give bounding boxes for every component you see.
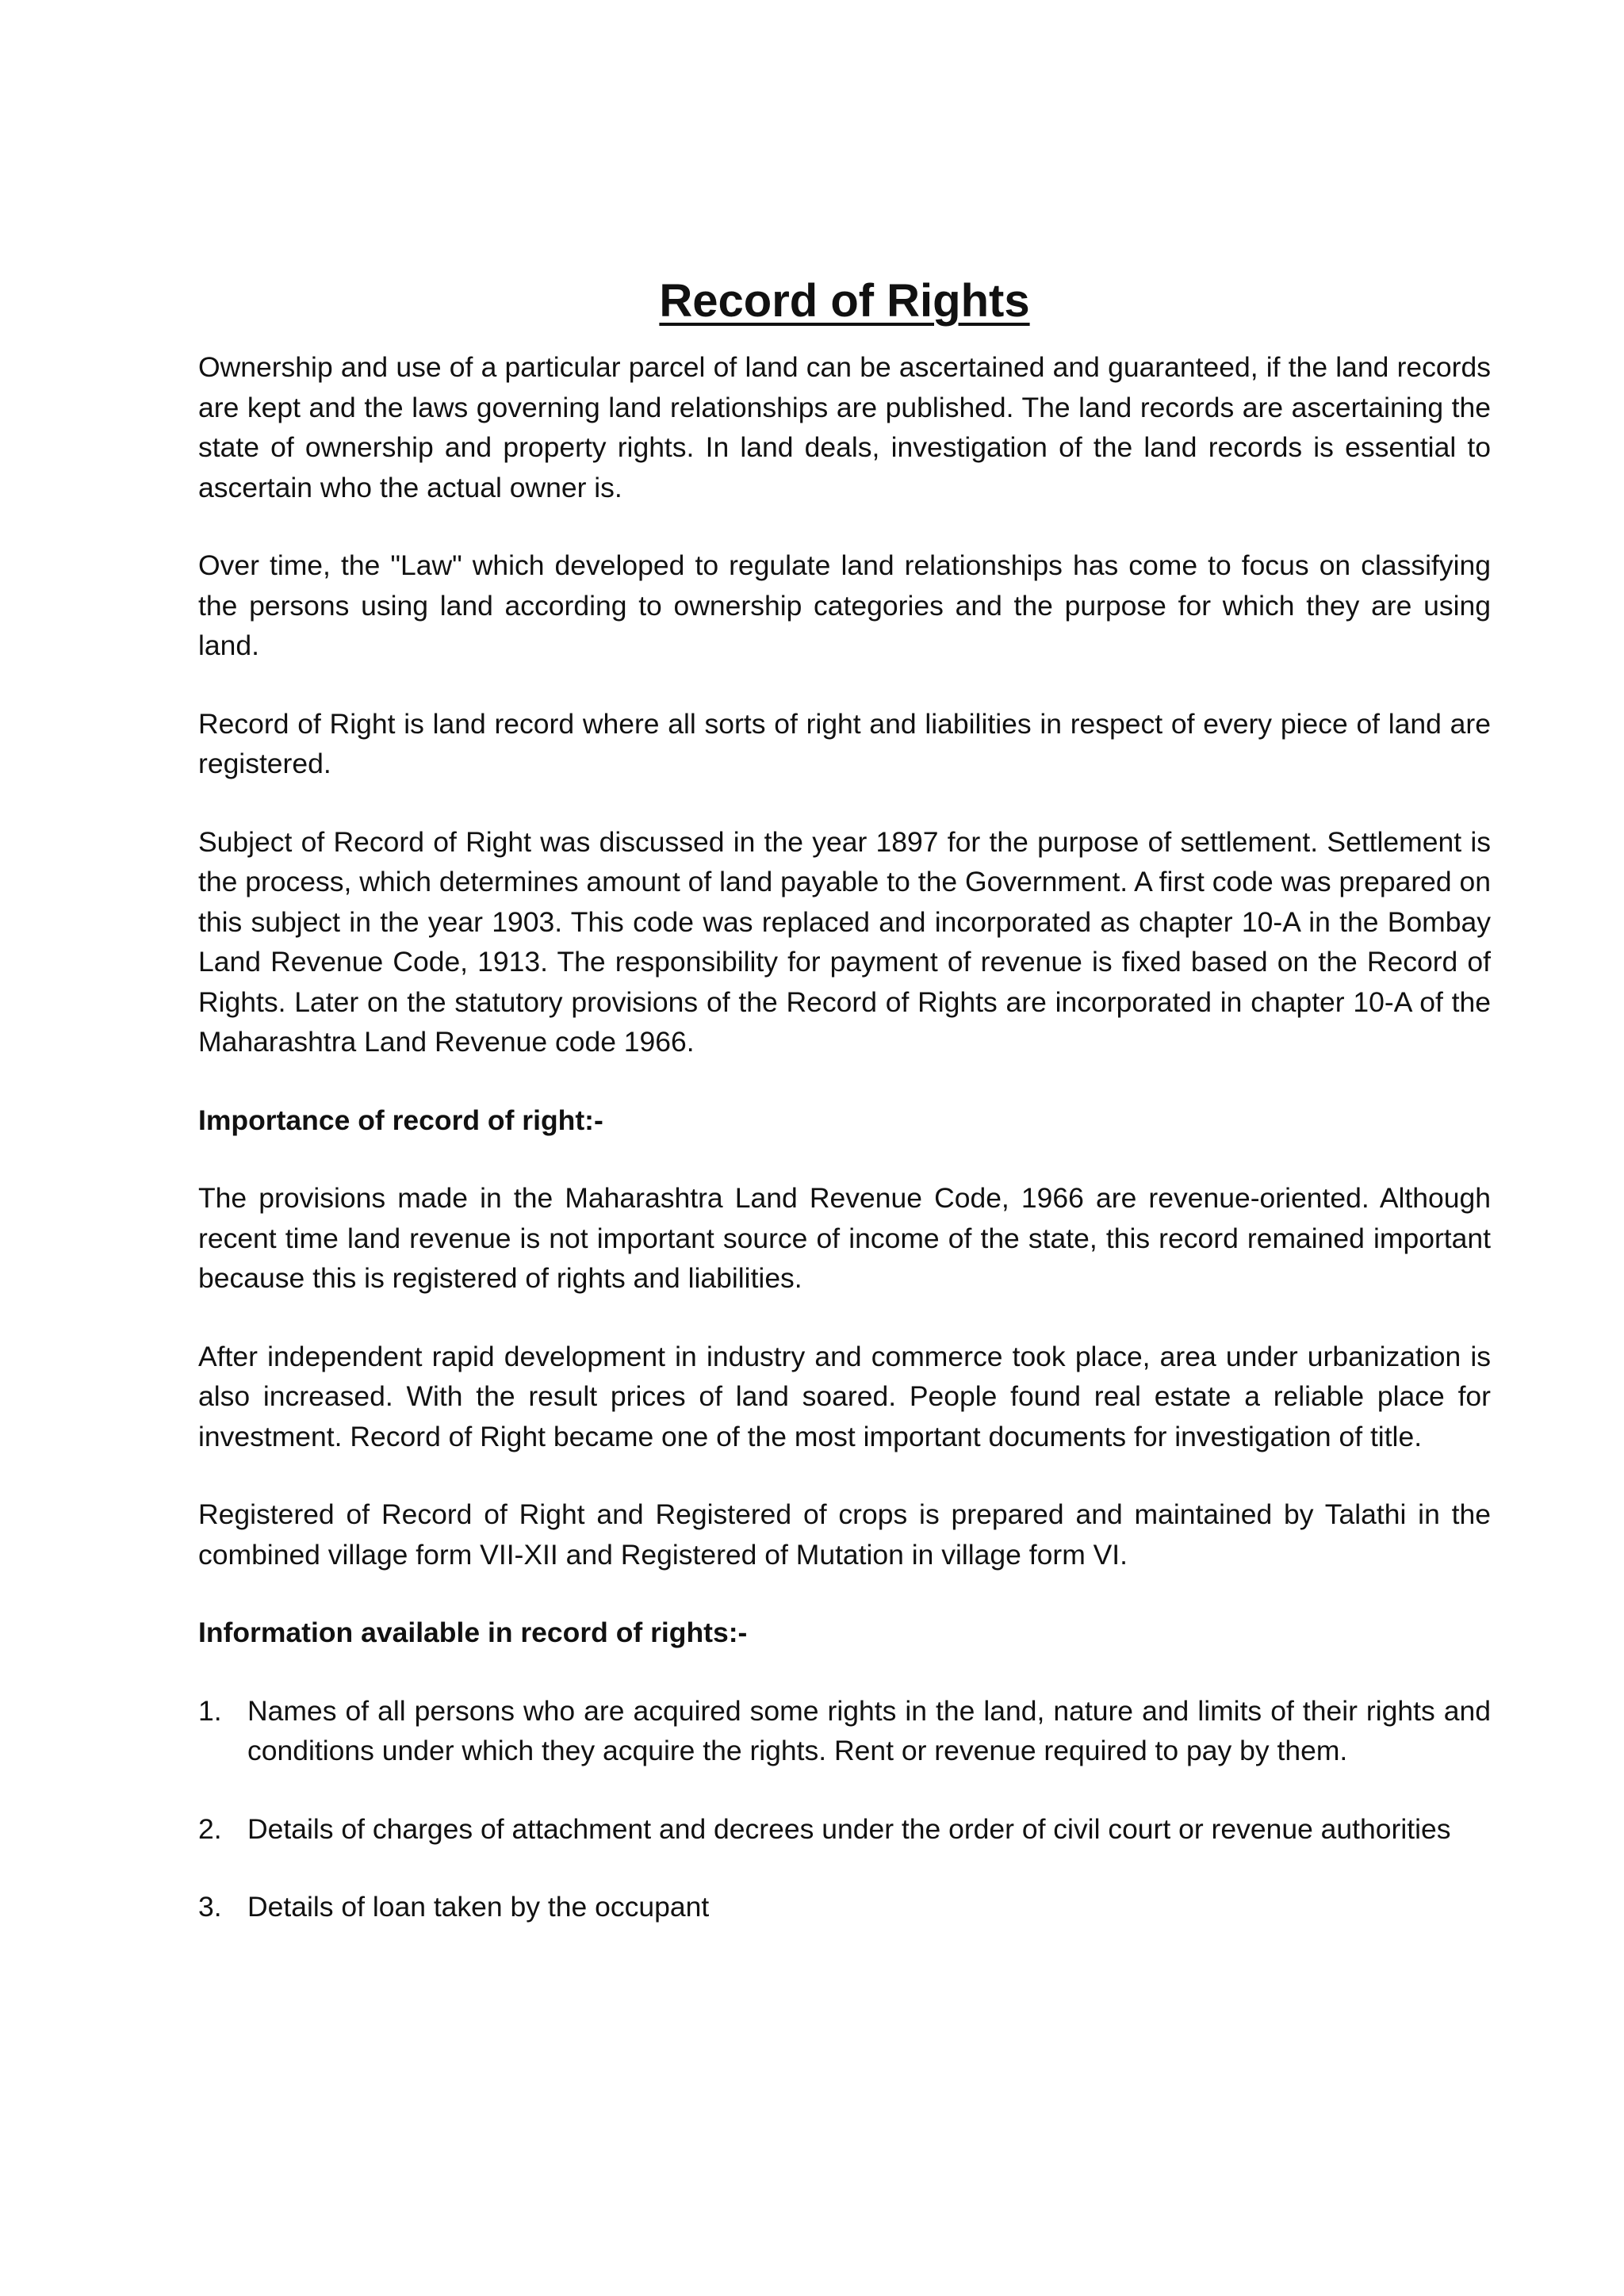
list-item-number: 2. (198, 1812, 222, 1845)
list-item-number: 1. (198, 1694, 222, 1727)
list-item-text: Names of all persons who are acquired some rights in the land, nature and limits of their rights and conditions under which they acquire the rights. Rent or revenue required to pay by them. (247, 1694, 1491, 1766)
document-body (198, 270, 1491, 1965)
page-title: Record of Rights (659, 275, 1030, 327)
list-item (198, 1887, 1491, 1927)
list-item-text: Details of charges of attachment and decrees under the order of civil court or revenue authorities (247, 1812, 1451, 1845)
paragraph-history: Subject of Record of Right was discussed in the year 1897 for the purpose of settlement. Settlement is the process, which determines amount of land payable to the Government. A first code was prepared on this subject in the year 1903. This code was replaced and incorporated as chapter 10-A in the Bombay Land Revenue Code, 1913. The responsibility for payment of revenue is fixed based on the Record of Rights. Later on the statutory provisions of the Record of Rights are incorporated in chapter 10-A of the Maharashtra Land Revenue code 1966. (198, 825, 1491, 1058)
list-item (198, 1809, 1491, 1850)
paragraph-talathi: Registered of Record of Right and Registered of crops is prepared and maintained by Talathi in the combined village form VII-XII and Registered of Mutation in village form VI. (198, 1498, 1491, 1571)
paragraph-revenue-oriented: The provisions made in the Maharashtra Land Revenue Code, 1966 are revenue-oriented. Although recent time land revenue is not important source of income of the state, this record remained important because this is registered of rights and liabilities. (198, 1182, 1491, 1294)
paragraph-ownership: Ownership and use of a particular parcel of land can be ascertained and guaranteed, if the land records are kept and the laws governing land relationships are published. The land records are ascertaining the state of ownership and property rights. In land deals, investigation of the land records is essential to ascertain who the actual owner is. (198, 351, 1491, 503)
paragraph-law: Over time, the "Law" which developed to regulate land relationships has come to focus on classifying the persons using land according to ownership categories and the purpose for which they are using land. (198, 549, 1491, 661)
information-list (198, 1691, 1491, 1927)
list-item-number: 3. (198, 1891, 222, 1923)
heading-importance: Importance of record of right:- (198, 1104, 603, 1136)
paragraph-definition: Record of Right is land record where all sorts of right and liabilities in respect of every piece of land are registered. (198, 707, 1491, 779)
list-item (198, 1691, 1491, 1771)
paragraph-development: After independent rapid development in industry and commerce took place, area under urbanization is also increased. With the result prices of land soared. People found real estate a reliable place for investment. Record of Right became one of the most important documents for investigation of title. (198, 1340, 1491, 1452)
heading-information: Information available in record of rights:- (198, 1617, 748, 1648)
list-item-text: Details of loan taken by the occupant (247, 1891, 710, 1923)
